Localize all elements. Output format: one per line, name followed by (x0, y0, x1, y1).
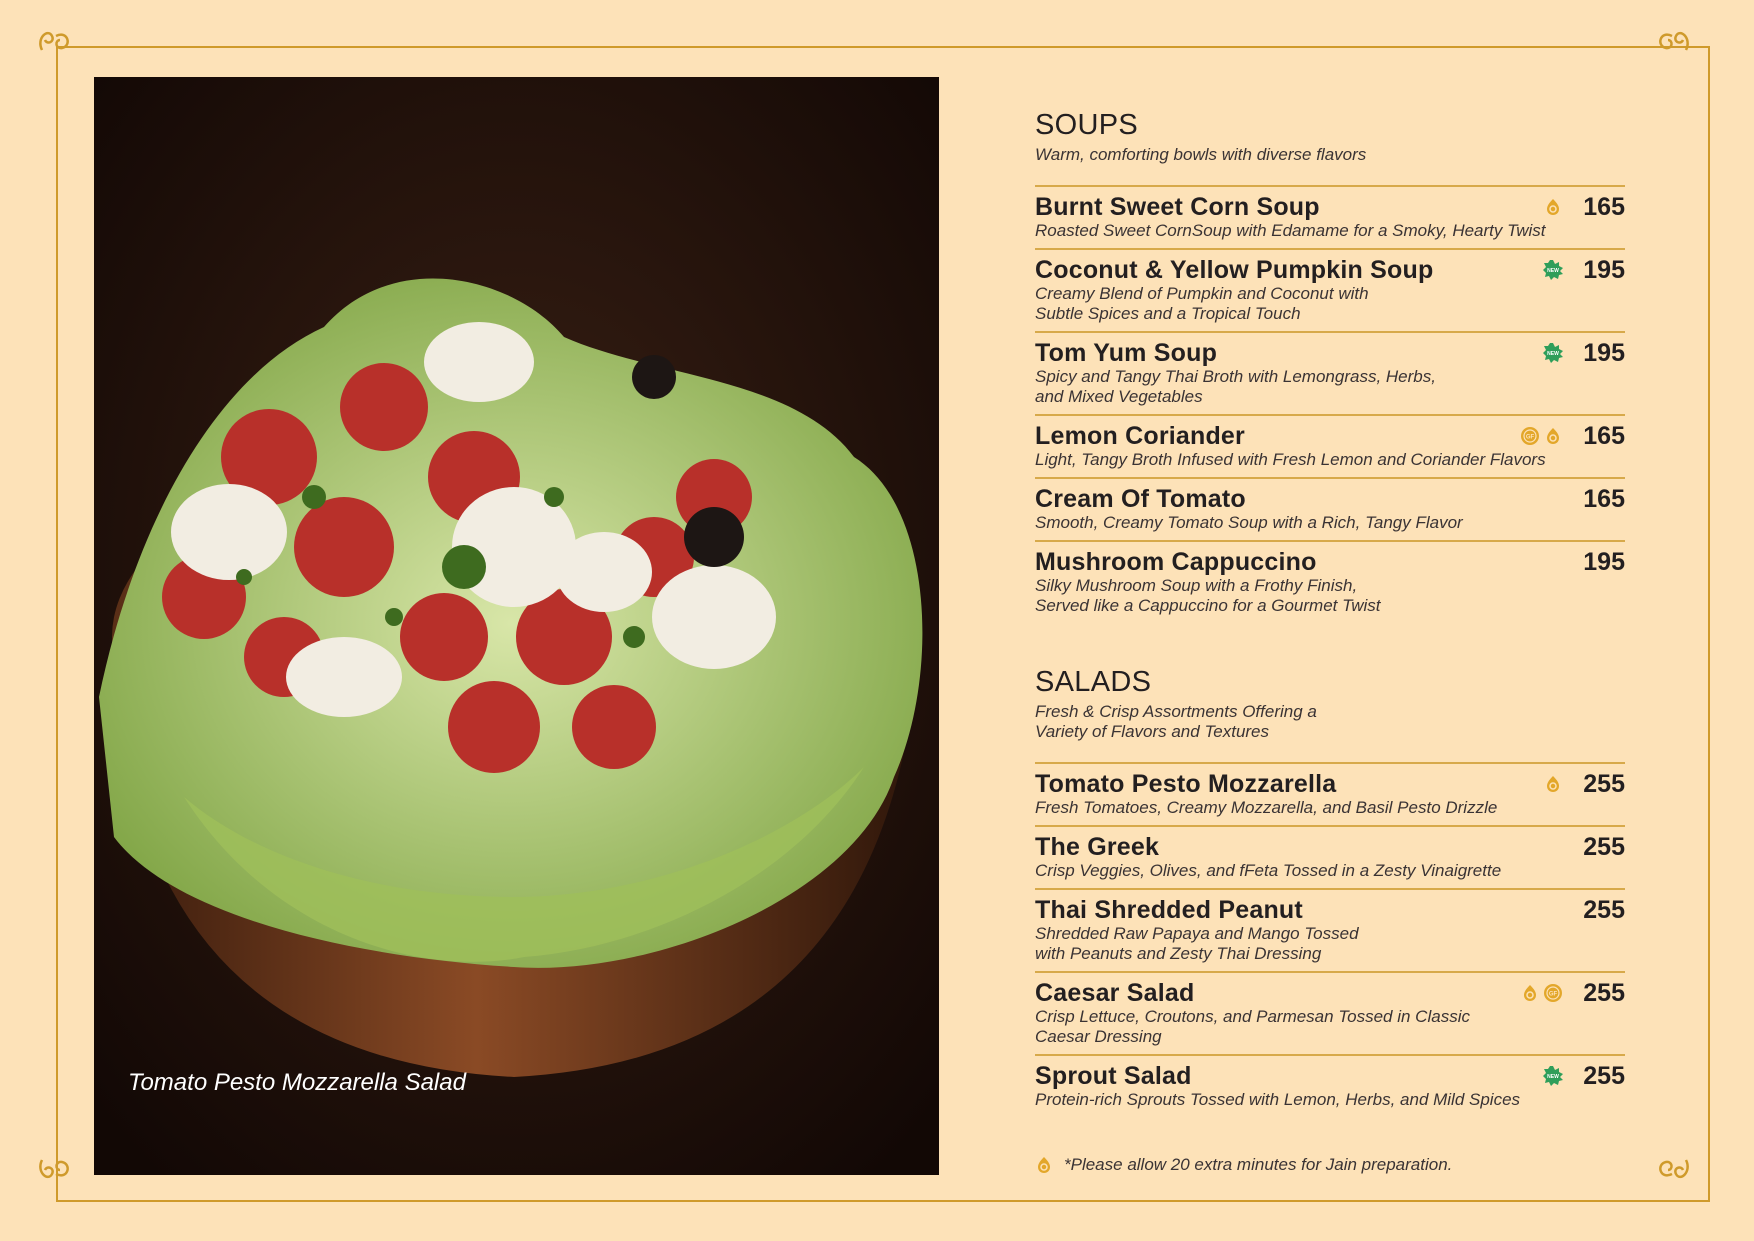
menu-item (1035, 764, 1625, 827)
jain-footnote (1034, 1155, 1452, 1175)
section-title: SOUPS (1035, 109, 1139, 141)
section-soups (1035, 108, 1625, 623)
menu-item (1035, 827, 1625, 890)
item-description: Light, Tangy Broth Infused with Fresh Lemon and Coriander Flavors (1035, 450, 1546, 469)
section-title: SALADS (1035, 666, 1152, 698)
item-price: 255 (1583, 979, 1625, 1007)
item-name: Burnt Sweet Corn Soup (1035, 193, 1320, 221)
section-salads (1035, 665, 1625, 1117)
item-name: Caesar Salad (1035, 979, 1195, 1007)
item-description: Protein-rich Sprouts Tossed with Lemon, Herbs, and Mild Spices (1035, 1090, 1521, 1109)
item-icons (1543, 1066, 1563, 1086)
menu-column (1035, 108, 1625, 1117)
menu-items-list (1035, 762, 1625, 1117)
menu-item (1035, 333, 1625, 416)
menu-items-list (1035, 185, 1625, 623)
chef-special-icon (1520, 426, 1540, 446)
item-description: Shredded Raw Papaya and Mango Tossed with Peanuts and Zesty Thai Dressing (1035, 924, 1359, 963)
item-price: 195 (1583, 256, 1625, 284)
new-badge-icon (1543, 260, 1563, 280)
item-icons (1543, 774, 1563, 794)
section-spacer (1035, 623, 1625, 665)
corner-scroll-bottom-right-icon (1648, 1140, 1700, 1192)
item-description: Fresh Tomatoes, Creamy Mozzarella, and Basil Pesto Drizzle (1035, 798, 1498, 817)
item-description: Roasted Sweet CornSoup with Edamame for a Smoky, Hearty Twist (1035, 221, 1546, 240)
item-description: Silky Mushroom Soup with a Frothy Finish, Served like a Cappuccino for a Gourmet Twist (1035, 576, 1381, 615)
corner-scroll-top-left-icon (28, 18, 80, 70)
menu-item (1035, 542, 1625, 623)
item-price: 255 (1583, 770, 1625, 798)
item-name: Thai Shredded Peanut (1035, 896, 1303, 924)
jain-icon (1543, 426, 1563, 446)
new-badge-icon (1543, 343, 1563, 363)
jain-icon (1543, 774, 1563, 794)
section-description: Fresh & Crisp Assortments Offering a Variety of Flavors and Textures (1035, 702, 1317, 741)
menu-item (1035, 250, 1625, 333)
item-price: 165 (1583, 485, 1625, 513)
menu-item (1035, 973, 1625, 1056)
item-price: 195 (1583, 548, 1625, 576)
footnote-text: *Please allow 20 extra minutes for Jain preparation. (1064, 1155, 1453, 1174)
menu-item (1035, 1056, 1625, 1117)
item-description: Crisp Lettuce, Croutons, and Parmesan Tossed in Classic Caesar Dressing (1035, 1007, 1470, 1046)
item-icons (1543, 197, 1563, 217)
svg-text:GF: GF (1548, 991, 1558, 998)
item-name: The Greek (1035, 833, 1160, 861)
item-icons (1543, 343, 1563, 363)
item-name: Tomato Pesto Mozzarella (1035, 770, 1337, 798)
item-description: Crisp Veggies, Olives, and fFeta Tossed in a Zesty Vinaigrette (1035, 861, 1502, 880)
corner-scroll-top-right-icon (1648, 18, 1700, 70)
chef-special-icon (1543, 983, 1563, 1003)
item-icons (1543, 260, 1563, 280)
photo-caption: Tomato Pesto Mozzarella Salad (128, 1069, 466, 1096)
item-icons (1520, 426, 1563, 446)
new-badge-icon (1543, 1066, 1563, 1086)
svg-text:NEW: NEW (1547, 351, 1559, 357)
item-description: Creamy Blend of Pumpkin and Coconut with Subtle Spices and a Tropical Touch (1035, 284, 1369, 323)
salad-photo (94, 77, 939, 1175)
item-name: Coconut & Yellow Pumpkin Soup (1035, 256, 1434, 284)
item-icons (1520, 983, 1563, 1003)
item-price: 165 (1583, 422, 1625, 450)
item-name: Mushroom Cappuccino (1035, 548, 1317, 576)
item-price: 255 (1583, 1062, 1625, 1090)
item-name: Sprout Salad (1035, 1062, 1192, 1090)
item-price: 195 (1583, 339, 1625, 367)
svg-text:NEW: NEW (1547, 1074, 1559, 1080)
item-name: Lemon Coriander (1035, 422, 1245, 450)
corner-scroll-bottom-left-icon (28, 1140, 80, 1192)
jain-icon (1520, 983, 1540, 1003)
item-price: 255 (1583, 896, 1625, 924)
menu-item (1035, 890, 1625, 973)
menu-item (1035, 187, 1625, 250)
item-price: 255 (1583, 833, 1625, 861)
section-description: Warm, comforting bowls with diverse flavors (1035, 145, 1367, 164)
svg-text:GF: GF (1525, 434, 1535, 441)
item-description: Spicy and Tangy Thai Broth with Lemongrass, Herbs, and Mixed Vegetables (1035, 367, 1436, 406)
svg-text:NEW: NEW (1547, 268, 1559, 274)
menu-item (1035, 479, 1625, 542)
jain-icon (1543, 197, 1563, 217)
item-name: Tom Yum Soup (1035, 339, 1218, 367)
item-name: Cream Of Tomato (1035, 485, 1246, 513)
item-price: 165 (1583, 193, 1625, 221)
menu-item (1035, 416, 1625, 479)
item-description: Smooth, Creamy Tomato Soup with a Rich, Tangy Flavor (1035, 513, 1463, 532)
jain-icon (1034, 1155, 1054, 1175)
